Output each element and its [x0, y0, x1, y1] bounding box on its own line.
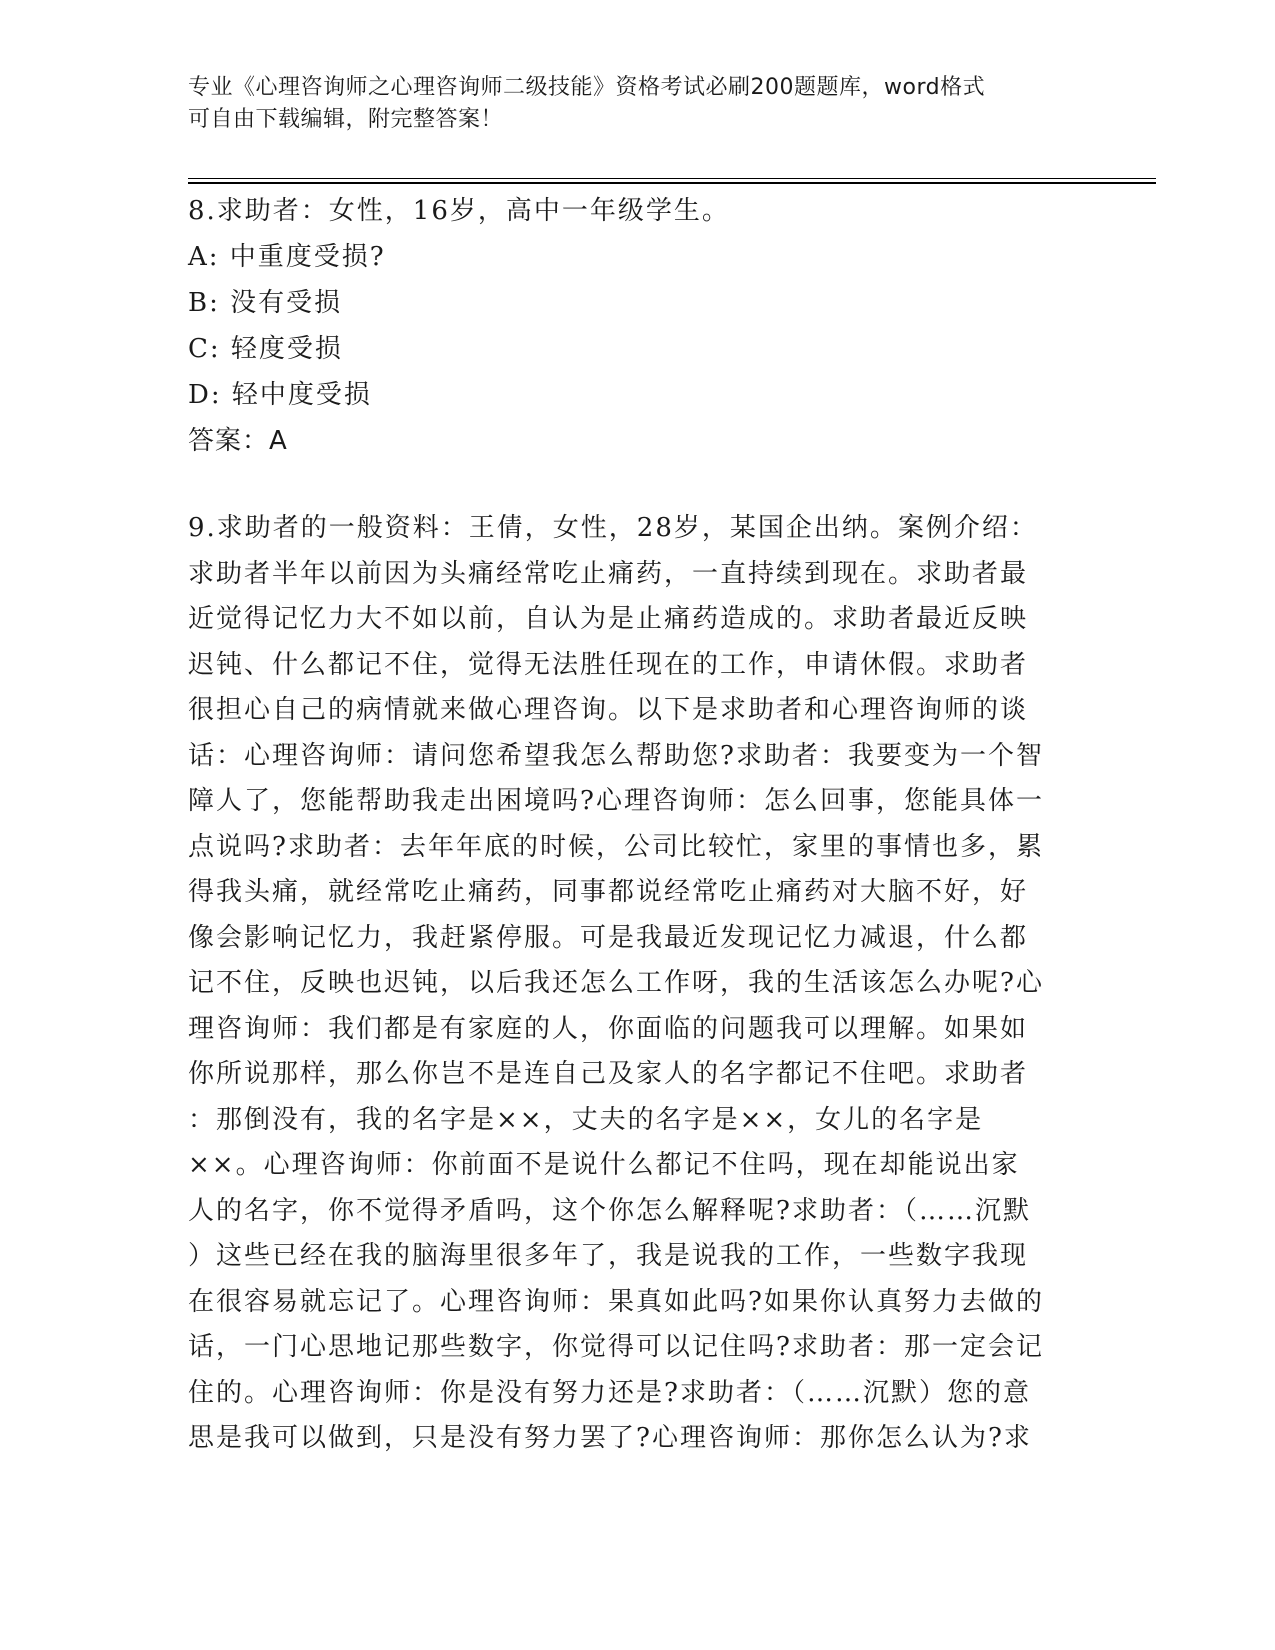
question-9-line: 像会影响记忆力，我赶紧停服。可是我最近发现记忆力减退，什么都 — [188, 922, 1029, 953]
question-9-line: 得我头痛，就经常吃止痛药，同事都说经常吃止痛药对大脑不好，好 — [188, 877, 1029, 907]
page-header — [188, 72, 1068, 136]
question-9-line: 点说吗?求助者：去年年底的时候，公司比较忙，家里的事情也多，累 — [188, 831, 1044, 862]
header-divider-thin — [188, 178, 1156, 179]
question-9-line: 9.求助者的一般资料：王倩，女性，28岁，某国企出纳。案例介绍： — [188, 513, 1038, 543]
header-line-2: 可自由下载编辑，附完整答案！ — [188, 107, 504, 132]
question-9-line: ：那倒没有，我的名字是××，丈夫的名字是××，女儿的名字是 — [188, 1104, 984, 1135]
question-8-stem: 8.求助者：女性，16岁，高中一年级学生。 — [188, 196, 730, 226]
header-line-1: 专业《心理咨询师之心理咨询师二级技能》资格考试必刷200题题库，word格式 — [188, 75, 986, 100]
question-9-line: ××。心理咨询师：你前面不是说什么都记不住吗，现在却能说出家 — [188, 1150, 1020, 1180]
question-9-line: 在很容易就忘记了。心理咨询师：果真如此吗?如果你认真努力去做的 — [188, 1286, 1044, 1317]
question-9-line: 思是我可以做到，只是没有努力罢了?心理咨询师：那你怎么认为?求 — [188, 1423, 1032, 1453]
question-9-line: 住的。心理咨询师：你是没有努力还是?求助者：（……沉默）您的意 — [188, 1377, 1031, 1408]
question-8-option-d: D: 轻中度受损 — [188, 380, 372, 410]
question-9-line: 你所说那样，那么你岂不是连自己及家人的名字都记不住吧。求助者 — [188, 1059, 1029, 1089]
question-9-line: 记不住，反映也迟钝，以后我还怎么工作呀，我的生活该怎么办呢?心 — [188, 968, 1044, 998]
header-divider-thick — [188, 182, 1156, 184]
question-8-option-b: B: 没有受损 — [188, 288, 343, 318]
question-8-answer: 答案：A — [188, 426, 288, 456]
question-9-line: ）这些已经在我的脑海里很多年了，我是说我的工作，一些数字我现 — [188, 1241, 1029, 1271]
question-9-line: 话，一门心思地记那些数字，你觉得可以记住吗?求助者：那一定会记 — [188, 1332, 1044, 1362]
question-8-option-c: C: 轻度受损 — [188, 334, 343, 364]
question-9-line: 人的名字，你不觉得矛盾吗，这个你怎么解释呢?求助者：（……沉默 — [188, 1195, 1031, 1226]
question-9-line: 理咨询师：我们都是有家庭的人，你面临的问题我可以理解。如果如 — [188, 1013, 1029, 1044]
question-9-line: 迟钝、什么都记不住，觉得无法胜任现在的工作，申请休假。求助者 — [188, 649, 1029, 680]
question-9-line: 近觉得记忆力大不如以前，自认为是止痛药造成的。求助者最近反映 — [188, 604, 1029, 634]
question-8-option-a: A: 中重度受损? — [188, 242, 386, 272]
question-9-line: 很担心自己的病情就来做心理咨询。以下是求助者和心理咨询师的谈 — [188, 695, 1029, 725]
question-8 — [188, 188, 1088, 464]
question-9-line: 障人了，您能帮助我走出困境吗?心理咨询师：怎么回事，您能具体一 — [188, 786, 1044, 816]
question-9-line: 求助者半年以前因为头痛经常吃止痛药，一直持续到现在。求助者最 — [188, 558, 1029, 589]
question-9-line: 话：心理咨询师：请问您希望我怎么帮助您?求助者：我要变为一个智 — [188, 740, 1044, 771]
question-9 — [188, 506, 1088, 1462]
